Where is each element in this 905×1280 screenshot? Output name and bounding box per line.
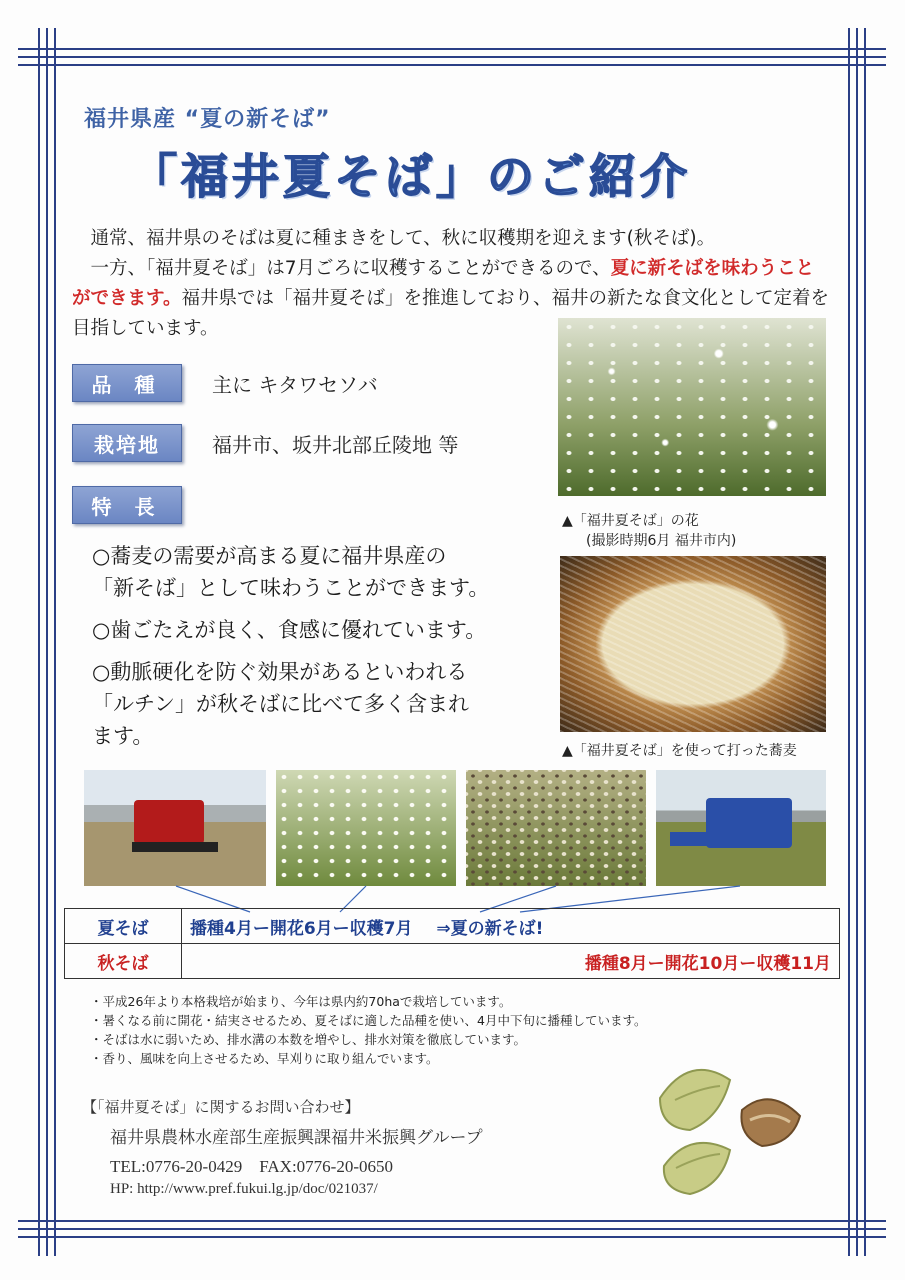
note-item: ・香り、風味を向上させるため、早刈りに取り組んでいます。 (90, 1051, 439, 1066)
summer-soba-schedule-text: 播種4月ー開花6月ー収穫7月 (190, 918, 413, 939)
contact-homepage-link[interactable]: HP: http://www.pref.fukui.lg.jp/doc/021037/ (110, 1181, 378, 1197)
contact-block (82, 1096, 483, 1198)
flower-caption-line-1: ▲「福井夏そば」の花 (562, 513, 699, 529)
cultivation-area-value: 福井市、坂井北部丘陵地 等 (212, 433, 459, 457)
features-label: 特 長 (72, 486, 182, 524)
intro-line-2-post: 福井県では「福井夏そば」を推進しており、福井の新たな食文化として定着を目指しています。 (72, 288, 830, 339)
summer-soba-schedule (182, 909, 840, 944)
feature-line: 「新そば」として味わうことができます。 (92, 576, 490, 600)
contact-organization: 福井県農林水産部生産振興課福井米振興グループ (110, 1128, 483, 1147)
intro-line-2-pre: 一方、「福井夏そば」は7月ごろに収穫することができるので、 (90, 258, 611, 279)
cultivation-schedule-table (64, 908, 840, 979)
page-title: 「福井夏そば」のご紹介 (130, 150, 691, 205)
variety-value: 主に キタワセソバ (212, 373, 378, 397)
note-item: ・暑くなる前に開花・結実させるため、夏そばに適した品種を使い、4月中下旬に播種しています。 (90, 1013, 647, 1028)
page-subtitle: 福井県産 “夏の新そば” (84, 107, 331, 132)
table-row (65, 909, 840, 944)
feature-line: ○歯ごたえが良く、食感に優れています。 (92, 618, 487, 642)
note-item: ・そばは水に弱いため、排水溝の本数を増やし、排水対策を徹底しています。 (90, 1032, 527, 1047)
autumn-soba-schedule: 播種8月ー開花10月ー収穫11月 (182, 944, 840, 979)
noodle-caption: ▲「福井夏そば」を使って打った蕎麦 (562, 743, 797, 759)
intro-highlight: 夏に新そばを味わうことができます。 (72, 258, 815, 309)
flower-caption-line-2: (撮影時期6月 福井市内) (586, 533, 737, 549)
summer-soba-arrow-text: ⇒夏の新そば! (436, 918, 544, 939)
intro-line-1: 通常、福井県のそばは夏に種まきをして、秋に収穫期を迎えます(秋そば)。 (90, 228, 716, 249)
notes-list (90, 992, 646, 1068)
summer-soba-name: 夏そば (65, 909, 182, 944)
note-item: ・平成26年より本格栽培が始まり、今年は県内約70haで栽培しています。 (90, 994, 512, 1009)
feature-line: 「ルチン」が秋そばに比べて多く含まれ (92, 692, 469, 716)
feature-line: ます。 (92, 724, 154, 748)
table-row (65, 944, 840, 979)
variety-label: 品 種 (72, 364, 182, 402)
feature-line: ○蕎麦の需要が高まる夏に福井県産の (92, 544, 447, 568)
autumn-soba-name: 秋そば (65, 944, 182, 979)
feature-line: ○動脈硬化を防ぐ効果があるといわれる (92, 660, 468, 684)
cultivation-area-label: 栽培地 (72, 424, 182, 462)
buckwheat-seeds-illustration (650, 1058, 810, 1198)
contact-heading: 【「福井夏そば」に関するお問い合わせ】 (82, 1100, 360, 1116)
contact-phone-fax: TEL:0776-20-0429 FAX:0776-20-0650 (110, 1157, 393, 1176)
